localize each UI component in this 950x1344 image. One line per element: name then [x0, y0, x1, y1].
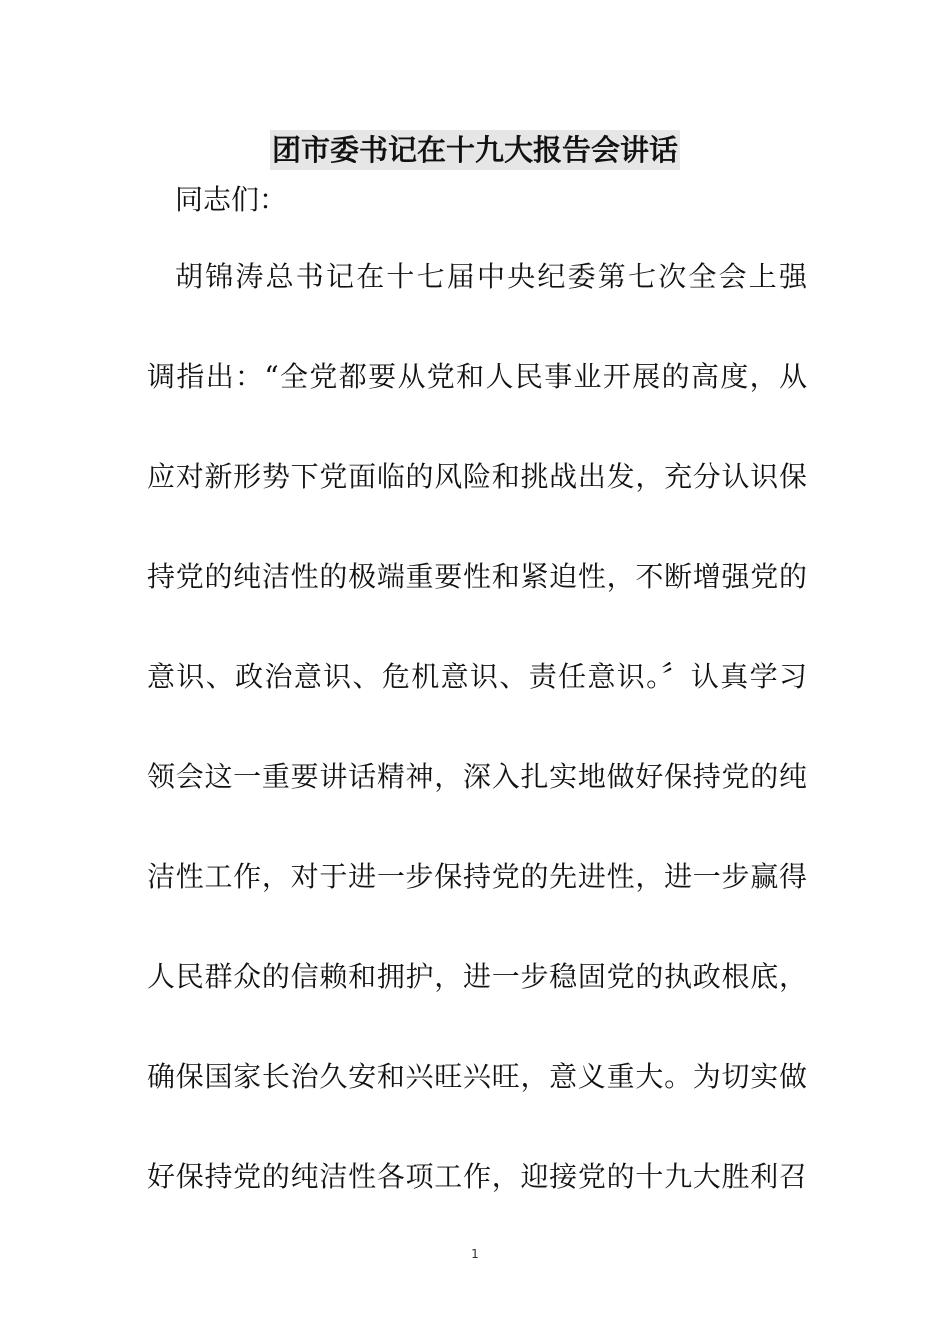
body-line: 洁性工作，对于进一步保持党的先进性，进一步赢得 [147, 860, 807, 893]
body-line: 好保持党的纯洁性各项工作，迎接党的十九大胜利召 [147, 1160, 807, 1193]
document-title [0, 130, 950, 170]
body-line: 人民群众的信赖和拥护，进一步稳固党的执政根底， [147, 960, 807, 993]
body-line: 领会这一重要讲话精神，深入扎实地做好保持党的纯 [147, 760, 807, 793]
body-line: 意识、政治意识、危机意识、责任意识。〞认真学习 [147, 660, 807, 693]
body-line: 应对新形势下党面临的风险和挑战出发，充分认识保 [147, 460, 807, 493]
body-line: 调指出：“全党都要从党和人民事业开展的高度，从 [147, 360, 807, 393]
body-line: 持党的纯洁性的极端重要性和紧迫性，不断增强党的 [147, 560, 807, 593]
document-title-text: 团市委书记在十九大报告会讲话 [270, 130, 680, 170]
page-number: 1 [471, 1247, 479, 1261]
salutation: 同志们： [175, 183, 288, 216]
body-line: 胡锦涛总书记在十七届中央纪委第七次全会上强 [175, 260, 807, 293]
body-line: 确保国家长治久安和兴旺兴旺，意义重大。为切实做 [147, 1060, 807, 1093]
